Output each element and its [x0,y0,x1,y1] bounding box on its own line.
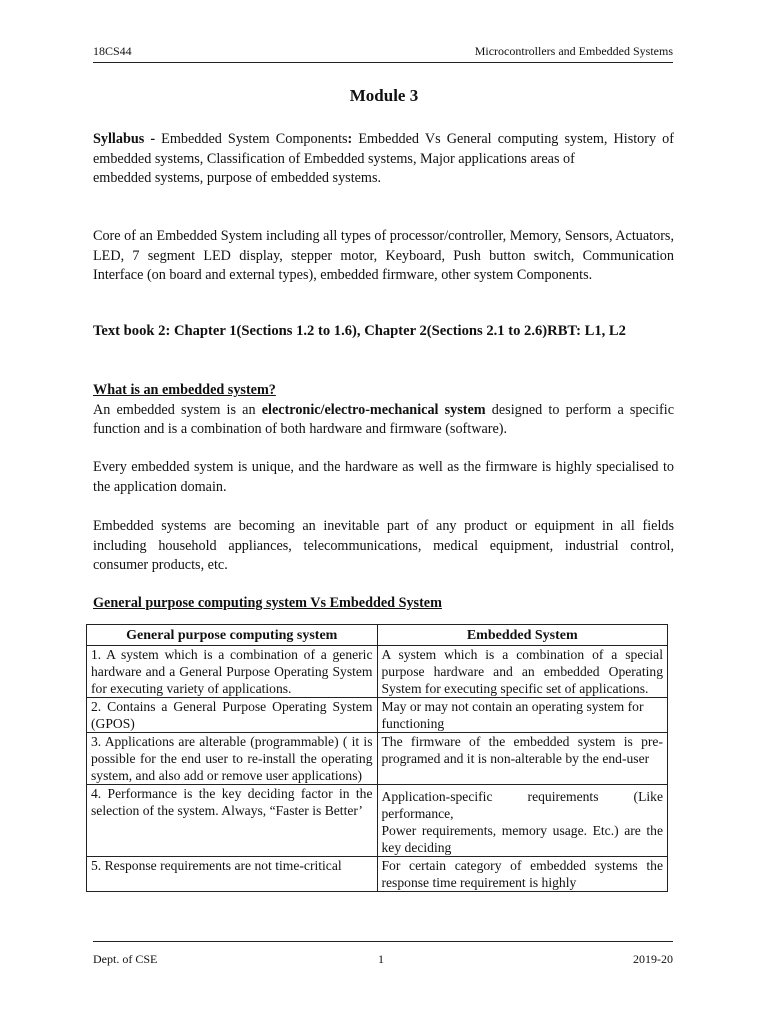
column-header-gp: General purpose computing system [87,625,378,646]
table-cell-es: A system which is a combination of a special purpose hardware and an embedded Operating System for executing specific set of applications. [377,646,668,698]
footer-dept: Dept. of CSE [93,952,158,966]
comparison-table [86,624,668,892]
module-title: Module 3 [349,86,419,105]
table-cell-gp: 5. Response requirements are not time-critical [87,857,378,892]
table-row [87,646,668,698]
textbook-line: Text book 2: Chapter 1(Sections 1.2 to 1.6), Chapter 2(Sections 2.1 to 2.6)RBT: L1, L2 [93,323,626,339]
what-is-heading: What is an embedded system? [93,382,276,398]
table-cell-es: For certain category of embedded systems the response time requirement is highly [377,857,668,892]
what-is-p1-rest: designed to perform a specific function and is a combination of both hardware and firmware (software). [93,401,675,437]
what-is-paragraph-1 [93,401,674,440]
table-row [87,733,668,785]
table-cell-gp: 3. Applications are alterable (programmable) ( it is possible for the end user to re-install the operating system, and also add or remove user applications) [87,733,378,785]
table-cell-es [377,785,668,857]
table-row [87,857,668,892]
syllabus-label: Syllabus - [93,131,156,147]
course-title: Microcontrollers and Embedded Systems [474,44,673,58]
course-code: 18CS44 [93,44,132,58]
table-cell-es-line-2: Power requirements, memory usage. Etc.) are the key deciding [381,823,663,855]
table-cell-gp: 2. Contains a General Purpose Operating System (GPOS) [87,698,378,733]
syllabus-text-1: Embedded Vs General computing system, History of embedded systems, Classification of Embedded systems, Major applications areas of [93,131,674,167]
inevitable-paragraph: Embedded systems are becoming an inevitable part of any product or equipment in all fields including household appliances, telecommunications, medical equipment, industrial control, consumer products, etc. [93,518,674,573]
syllabus-colon: : [347,131,353,147]
syllabus-text-2: embedded systems, purpose of embedded systems. [93,170,382,186]
table-cell-gp: 1. A system which is a combination of a generic hardware and a General Purpose Operating System for executing variety of applications. [87,646,378,698]
unique-paragraph: Every embedded system is unique, and the hardware as well as the firmware is highly specialised to the application domain. [93,459,674,495]
footer-year: 2019-20 [633,952,673,966]
syllabus-topic: Embedded System Components [161,131,348,147]
what-is-p1-bold: electronic/electro-mechanical system [261,401,486,418]
table-cell-es-line-1: Application-specific requirements (Like performance, [381,789,663,821]
column-header-es: Embedded System [377,625,668,646]
table-header-row [87,625,668,646]
footer-divider [93,941,673,942]
syllabus-paragraph [93,130,674,189]
table-row [87,698,668,733]
core-paragraph: Core of an Embedded System including all types of processor/controller, Memory, Sensors, Actuators, LED, 7 segment LED display, stepper motor, Keyboard, Push button switch, Communication Interface (on board and external types), embedded firmware, other system Components. [93,228,674,283]
table-cell-es: May or may not contain an operating system for functioning [377,698,668,733]
what-is-section [93,381,674,440]
table-cell-gp: 4. Performance is the key deciding factor in the selection of the system. Always, “Faster is Better’ [87,785,378,857]
table-cell-es: The firmware of the embedded system is pre-programed and it is non-alterable by the end-user [377,733,668,785]
table-row [87,785,668,857]
what-is-p1-text: An embedded system is an [93,401,262,418]
footer-page-number: 1 [378,952,384,966]
page-header [93,40,673,63]
comparison-heading: General purpose computing system Vs Embedded System [93,595,442,611]
